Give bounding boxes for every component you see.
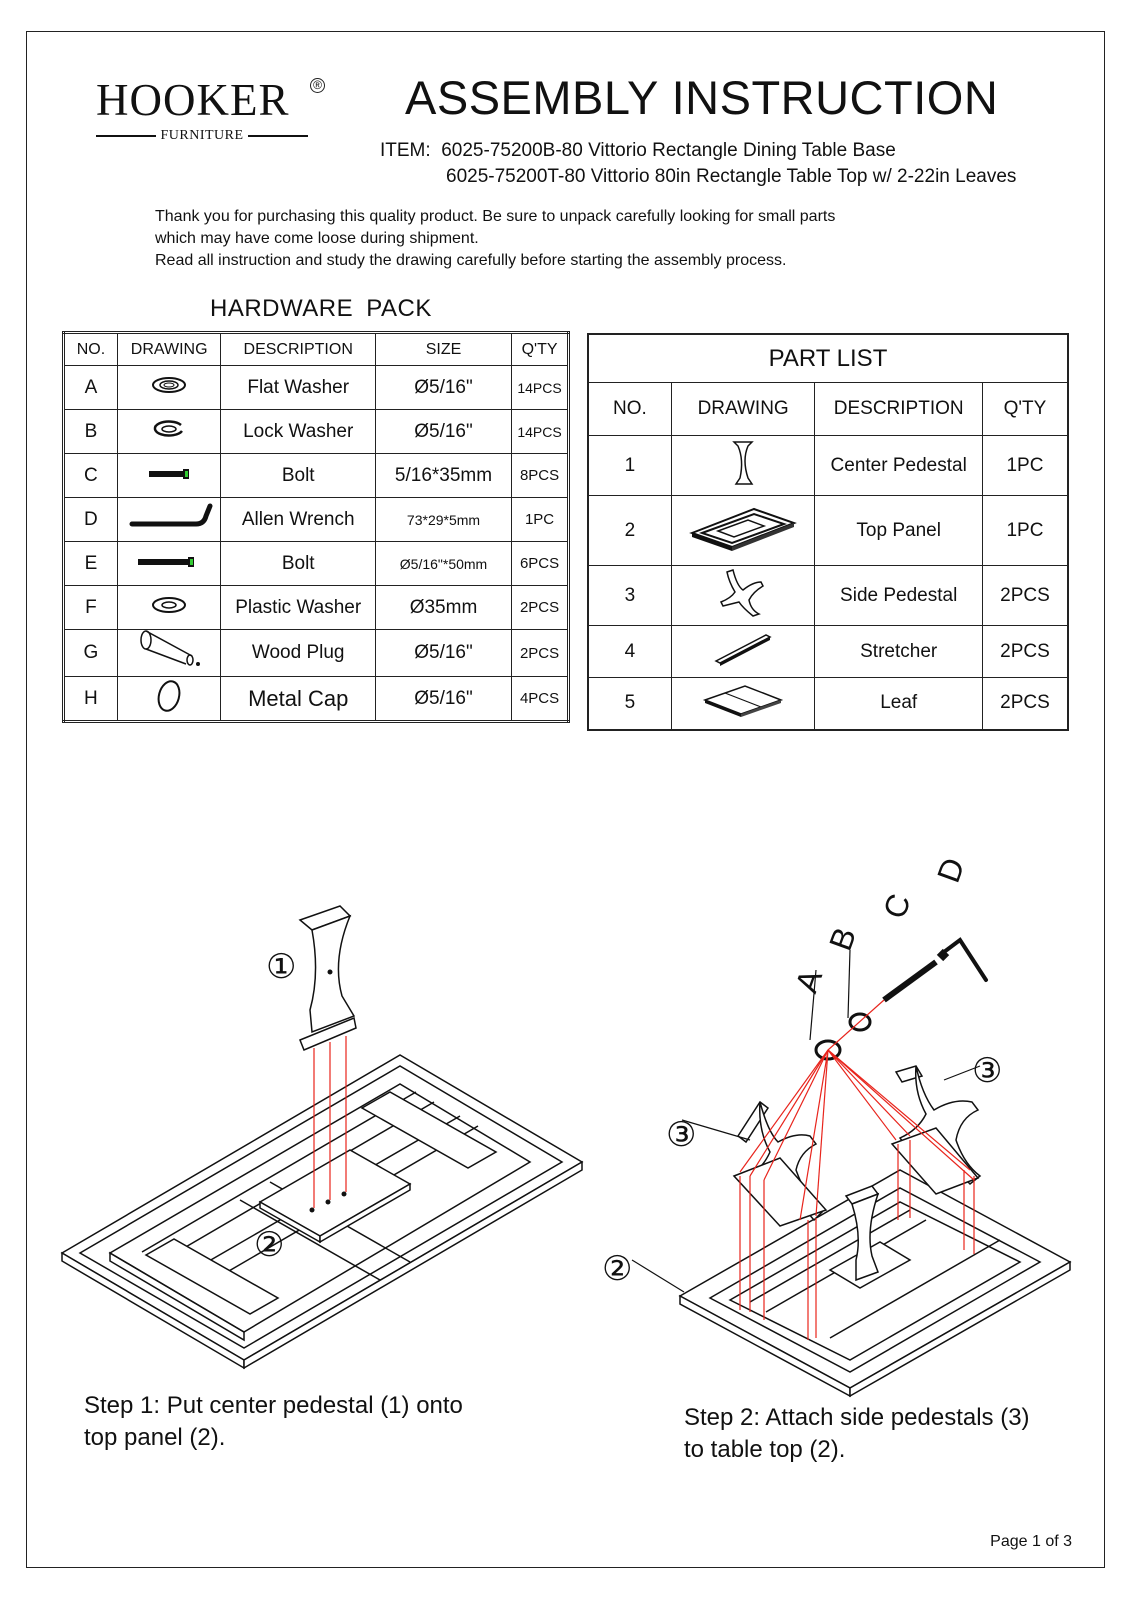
- item-line-1: ITEM: 6025-75200B-80 Vittorio Rectangle Dining Table Base: [380, 140, 896, 161]
- metal-cap-icon: [117, 677, 221, 722]
- flat-washer-icon: [117, 366, 221, 410]
- table-row: A Flat Washer Ø5/16" 14PCS: [64, 366, 569, 410]
- allen-wrench-icon: [117, 498, 221, 542]
- leaf-icon: [671, 678, 815, 730]
- table-row: E Bolt Ø5/16"*50mm 6PCS: [64, 542, 569, 586]
- step2-illustration: [600, 840, 1090, 1400]
- table-row: H Metal Cap Ø5/16" 4PCS: [64, 677, 569, 722]
- step2-callout-side-left: ③: [666, 1116, 697, 1154]
- hw-header-size: SIZE: [375, 333, 511, 366]
- step1-callout-pedestal: ①: [266, 948, 297, 986]
- step2-callout-panel: ②: [602, 1250, 633, 1288]
- table-row: G Wood Plug Ø5/16" 2PCS: [64, 630, 569, 677]
- table-row: 5 Leaf 2PCS: [588, 678, 1068, 730]
- bolt-long-icon: [117, 542, 221, 586]
- hardware-table: [62, 331, 570, 723]
- wood-plug-icon: [117, 630, 221, 677]
- table-row: C Bolt 5/16*35mm 8PCS: [64, 454, 569, 498]
- registered-mark: ®: [310, 78, 325, 93]
- hw-header-no: NO.: [64, 333, 118, 366]
- stretcher-icon: [671, 626, 815, 678]
- bolt-short-icon: [117, 454, 221, 498]
- table-row: D Allen Wrench 73*29*5mm 1PC: [64, 498, 569, 542]
- page-number: Page 1 of 3: [990, 1533, 1072, 1550]
- step1-illustration: [50, 900, 590, 1380]
- step1-caption: Step 1: Put center pedestal (1) onto top panel (2).: [84, 1392, 463, 1451]
- step2-callout-side-right: ③: [972, 1052, 1003, 1090]
- step2-callout-a: A: [788, 964, 830, 998]
- part-list-title: PART LIST: [588, 334, 1068, 383]
- item-line-2: 6025-75200T-80 Vittorio 80in Rectangle Table Top w/ 2-22in Leaves: [446, 166, 1017, 187]
- hw-header-qty: Q'TY: [512, 333, 569, 366]
- intro-text: Thank you for purchasing this quality product. Be sure to unpack carefully looking for small parts which may have come loose during shipment. Read all instruction and study the drawing carefully before starting the assembly process.: [155, 208, 836, 269]
- pl-header-drawing: DRAWING: [671, 383, 815, 436]
- step1-callout-panel: ②: [254, 1226, 285, 1264]
- side-pedestal-icon: [671, 566, 815, 626]
- step2-caption: Step 2: Attach side pedestals (3) to table top (2).: [684, 1404, 1030, 1463]
- step2-callout-c: C: [876, 889, 918, 924]
- table-row: 1 Center Pedestal 1PC: [588, 436, 1068, 496]
- table-row: F Plastic Washer Ø35mm 2PCS: [64, 586, 569, 630]
- table-row: 3 Side Pedestal 2PCS: [588, 566, 1068, 626]
- table-row: B Lock Washer Ø5/16" 14PCS: [64, 410, 569, 454]
- brand-logo: HOOKER: [96, 75, 290, 125]
- table-row: 4 Stretcher 2PCS: [588, 626, 1068, 678]
- brand-subtitle: FURNITURE: [96, 128, 308, 144]
- hardware-pack-title: HARDWARE PACK: [210, 295, 432, 322]
- pl-header-qty: Q'TY: [982, 383, 1068, 436]
- part-list-table: [587, 333, 1069, 731]
- step2-callout-d: D: [930, 853, 972, 888]
- table-row: 2 Top Panel 1PC: [588, 496, 1068, 566]
- plastic-washer-icon: [117, 586, 221, 630]
- top-panel-icon: [671, 496, 815, 566]
- hw-header-description: DESCRIPTION: [221, 333, 375, 366]
- center-pedestal-icon: [671, 436, 815, 496]
- pl-header-no: NO.: [588, 383, 671, 436]
- lock-washer-icon: [117, 410, 221, 454]
- hw-header-drawing: DRAWING: [117, 333, 221, 366]
- page-title: ASSEMBLY INSTRUCTION: [405, 71, 999, 124]
- pl-header-description: DESCRIPTION: [815, 383, 983, 436]
- step2-callout-b: B: [822, 922, 864, 956]
